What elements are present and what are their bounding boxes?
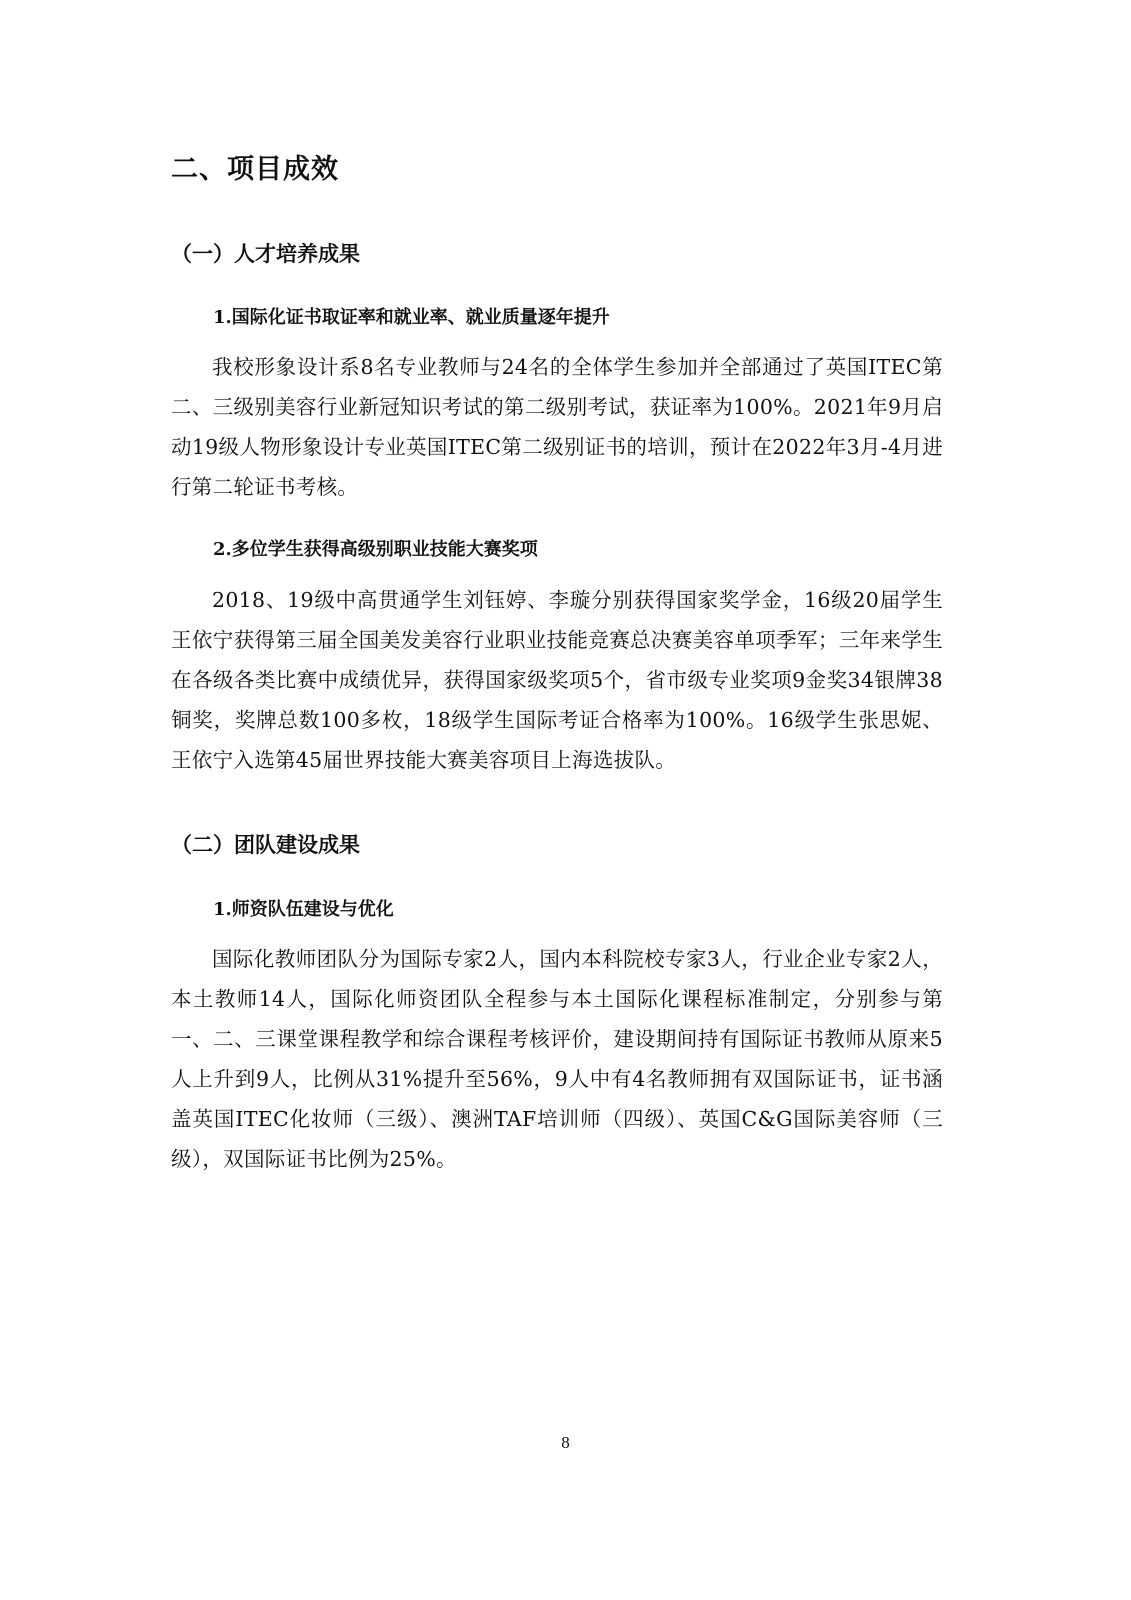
paragraph-faculty: 国际化教师团队分为国际专家2人，国内本科院校专家3人，行业企业专家2人，本土教师14人，国际化师资团队全程参与本土国际化课程标准制定，分别参与第一、二、三课堂课程教学和综合课程考核评价，建设期间持有国际证书教师从原来5人上升到9人，比例从31%提升至56%，9人中有4名教师拥有双国际证书，证书涵盖英国ITEC化妆师（三级）、澳洲TAF培训师（四级）、英国C&G国际美容师（三级），双国际证书比例为25%。 — [171, 947, 943, 1171]
section-heading-team-building: （二）团队建设成果 — [171, 833, 360, 857]
subheading-faculty-team: 1.师资队伍建设与优化 — [213, 899, 394, 920]
main-heading: 二、项目成效 — [171, 154, 339, 185]
paragraph-certification: 我校形象设计系8名专业教师与24名的全体学生参加并全部通过了英国ITEC第二、三级别美容行业新冠知识考试的第二级别考试，获证率为100%。2021年9月启动19级人物形象设计专业英国ITEC第二级别证书的培训，预计在2022年3月-4月进行第二轮证书考核。 — [171, 355, 943, 499]
subheading-certification-rate: 1.国际化证书取证率和就业率、就业质量逐年提升 — [213, 307, 610, 328]
subheading-skills-competition: 2.多位学生获得高级别职业技能大赛奖项 — [213, 539, 538, 560]
paragraph-competition: 2018、19级中高贯通学生刘钰婷、李璇分别获得国家奖学金，16级20届学生王依宁获得第三届全国美发美容行业职业技能竞赛总决赛美容单项季军；三年来学生在各级各类比赛中成绩优异，获得国家级奖项5个，省市级专业奖项9金奖34银牌38铜奖，奖牌总数100多枚，18级学生国际考证合格率为100%。16级学生张思妮、王依宁入选第45届世界技能大赛美容项目上海选拔队。 — [171, 588, 943, 772]
page-number: 8 — [561, 1433, 570, 1452]
section-heading-talent-training: （一）人才培养成果 — [171, 242, 360, 266]
